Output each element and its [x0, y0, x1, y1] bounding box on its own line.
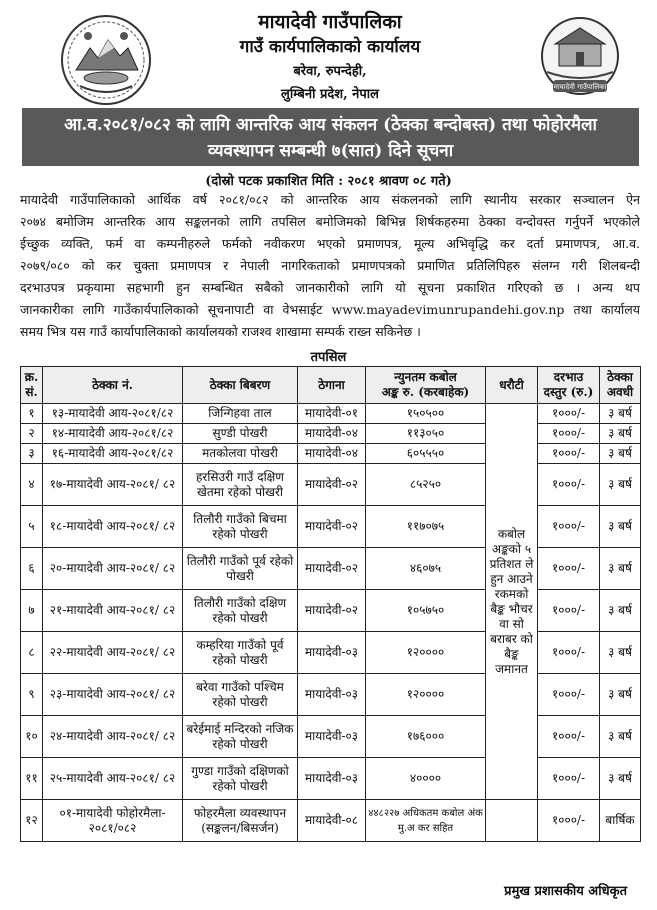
- col-header-description: ठेक्का बिबरण: [183, 367, 298, 404]
- row-min-bid: १२००००: [366, 674, 486, 716]
- notice-title-banner: [22, 108, 639, 166]
- address-line-1: बरेवा, रुपन्देही,: [293, 64, 367, 79]
- row-min-bid: १२००००: [366, 632, 486, 674]
- row-min-bid: ४६०७५: [366, 548, 486, 590]
- row-description: तिलौरी गाउँको पूर्व रहेको पोखरी: [183, 548, 298, 590]
- col-header-duration: [600, 367, 641, 404]
- row-duration: ३ बर्ष: [600, 424, 641, 444]
- row-sn: ८: [21, 632, 43, 674]
- body-text-line: दरभाउपत्र प्रकृयामा सहभागी हुन सम्बन्धित सबैको जानकारीको लागि यो सूचना प्रकाशित गरिएको छ । अन्य थप: [20, 280, 640, 295]
- row-fee: १०००/-: [538, 758, 600, 800]
- row-contract-no: १६-मायादेवी आय-२०८१/८२: [43, 444, 183, 464]
- row-sn: १०: [21, 716, 43, 758]
- logo-ribbon-text: मायादेवी गाउँपालिका: [553, 83, 607, 91]
- row-contract-no: १८-मायादेवी आय-२०८१/ ८२: [43, 506, 183, 548]
- row-description: गुण्डा गाउँको दक्षिणको रहेको पोखरी: [183, 758, 298, 800]
- row-description: जिन्गिहवा ताल: [183, 404, 298, 424]
- row-fee: १०००/-: [538, 590, 600, 632]
- row-description: सुण्डी पोखरी: [183, 424, 298, 444]
- table-row: [21, 464, 641, 506]
- row-duration: ३ बर्ष: [600, 674, 641, 716]
- row-duration: ३ बर्ष: [600, 632, 641, 674]
- row-contract-no: २२-मायादेवी आय-२०८१/ ८२: [43, 632, 183, 674]
- col-header-contract-no: ठेक्का नं.: [43, 367, 183, 404]
- office-name: गाउँ कार्यपालिकाको कार्यालय: [239, 37, 421, 57]
- row-contract-no: १४-मायादेवी आय-२०८१/८२: [43, 424, 183, 444]
- body-text-line: ईच्छुक व्यक्ति, फर्म वा कम्पनीहरुले फर्मको नवीकरण भएको प्रमाणपत्र, मूल्य अभिवृद्धि कर दर्ता प्रमाणपत्र, आ.व.: [20, 236, 640, 251]
- table-row: [21, 424, 641, 444]
- row-contract-no: ०१-मायादेवी फोहोरमैला- २०८१/०८२: [43, 800, 183, 842]
- form-fee-header-line-1: दरभाउ: [553, 370, 584, 384]
- row-location: मायादेवी-०३: [298, 674, 366, 716]
- signatory-title: प्रमुख प्रशासकीय अधिकृत: [504, 884, 627, 899]
- table-row: [21, 590, 641, 632]
- row-description: हरसिउरी गाउँ दक्षिण खेतमा रहेको पोखरी: [183, 464, 298, 506]
- table-row: [21, 548, 641, 590]
- table-row: [21, 716, 641, 758]
- row-min-bid: १७६०००: [366, 716, 486, 758]
- min-bid-header-line-1: न्युनतम कबोल: [394, 370, 457, 384]
- row-location: मायादेवी-०२: [298, 548, 366, 590]
- col-header-sn: क्र. सं.: [21, 367, 43, 404]
- row-contract-no: २१-मायादेवी आय-२०८१/ ८२: [43, 590, 183, 632]
- row-duration: ३ बर्ष: [600, 716, 641, 758]
- row-duration: ३ बर्ष: [600, 506, 641, 548]
- row-duration: ३ बर्ष: [600, 464, 641, 506]
- table-header-row: [21, 367, 641, 404]
- row-sn: २: [21, 424, 43, 444]
- row-duration: ३ बर्ष: [600, 548, 641, 590]
- row-description: तिलौरी गाउँको दक्षिण रहेको पोखरी: [183, 590, 298, 632]
- row-sn: ७: [21, 590, 43, 632]
- row-sn: ११: [21, 758, 43, 800]
- row-fee: १०००/-: [538, 444, 600, 464]
- row-duration: ३ बर्ष: [600, 758, 641, 800]
- table-row: [21, 404, 641, 424]
- row-sn: १: [21, 404, 43, 424]
- table-row: [21, 674, 641, 716]
- row-location: मायादेवी-०४: [298, 424, 366, 444]
- col-header-deposit: धरौटी: [486, 367, 538, 404]
- row-location: मायादेवी-०१: [298, 404, 366, 424]
- row-duration: बार्षिक: [600, 800, 641, 842]
- row-contract-no: १३-मायादेवी आय-२०८१/८२: [43, 404, 183, 424]
- body-text-line: समय भित्र यस गाउँ कार्यापालिकाको कार्यालयको राजश्व शाखामा सम्पर्क राख्न सकिनेछ ।: [20, 324, 421, 339]
- row-location: मायादेवी-०२: [298, 464, 366, 506]
- row-min-bid: ८५२५०: [366, 464, 486, 506]
- row-sn: ३: [21, 444, 43, 464]
- address-line-2: लुम्बिनी प्रदेश, नेपाल: [281, 87, 379, 102]
- row-contract-no: २५-मायादेवी आय-२०८१/ ८२: [43, 758, 183, 800]
- row-contract-no: १७-मायादेवी आय-२०८१/ ८२: [43, 464, 183, 506]
- row-fee: १०००/-: [538, 632, 600, 674]
- row-min-bid: १०५७५०: [366, 590, 486, 632]
- row-description: बरेवा गाउँको पश्चिम रहेको पोखरी: [183, 674, 298, 716]
- duration-header-line-1: ठेक्का: [607, 370, 633, 384]
- row-contract-no: २४-मायादेवी आय-२०८१/ ८२: [43, 716, 183, 758]
- row-sn: १२: [21, 800, 43, 842]
- row-min-bid: ४००००: [366, 758, 486, 800]
- row-sn: ४: [21, 464, 43, 506]
- table-row: [21, 632, 641, 674]
- row-fee: १०००/-: [538, 800, 600, 842]
- row-description: तिलौरी गाउँको बिचमा रहेको पोखरी: [183, 506, 298, 548]
- notice-title-line-2: व्यवस्थापन सम्बन्धी ७(सात) दिने सूचना: [207, 141, 454, 161]
- notice-title-line-1: आ.व.२०८१/०८२ को लागि आन्तरिक आय संकलन (ठेक्का बन्दोबस्त) तथा फोहोरमैला: [64, 115, 597, 135]
- row-location: मायादेवी-०२: [298, 590, 366, 632]
- body-text-line: मायादेवी गाउँपालिकाको आर्थिक वर्ष २०८१/०८२ को आन्तरिक आय संकलनको लागि स्थानीय सरकार सञ्चालन ऐन: [20, 192, 640, 207]
- row-min-bid: १५०५००: [366, 404, 486, 424]
- row-min-bid: ११७०७५: [366, 506, 486, 548]
- row-fee: १०००/-: [538, 674, 600, 716]
- table-row: [21, 758, 641, 800]
- row-duration: ३ बर्ष: [600, 444, 641, 464]
- row-contract-no: २३-मायादेवी आय-२०८१/ ८२: [43, 674, 183, 716]
- table-row: [21, 506, 641, 548]
- table-row: [21, 800, 641, 842]
- row-location: मायादेवी-०३: [298, 716, 366, 758]
- municipality-logo: [533, 14, 627, 104]
- row-description: फोहरमैला व्यवस्थापन (सङ्कलन/बिसर्जन): [183, 800, 298, 842]
- row-description: मतकोलवा पोखरी: [183, 444, 298, 464]
- row-fee: १०००/-: [538, 716, 600, 758]
- schedule-table: [20, 366, 641, 842]
- row-contract-no: २०-मायादेवी आय-२०८१/ ८२: [43, 548, 183, 590]
- row-description: बरेईमाई मन्दिरको नजिक रहेको पोखरी: [183, 716, 298, 758]
- row-location: मायादेवी-०२: [298, 506, 366, 548]
- table-row: [21, 444, 641, 464]
- col-header-location: ठेगाना: [298, 367, 366, 404]
- row-sn: ५: [21, 506, 43, 548]
- col-header-min-bid: [366, 367, 486, 404]
- row-location: मायादेवी-०३: [298, 632, 366, 674]
- row-duration: ३ बर्ष: [600, 404, 641, 424]
- publication-date: (दोस्रो पटक प्रकाशित मिति : २०८१ श्रावण ०८ गते): [205, 174, 452, 189]
- row-location: मायादेवी-०३: [298, 758, 366, 800]
- row-sn: ६: [21, 548, 43, 590]
- row-deposit-empty: [486, 800, 538, 842]
- row-min-bid: ११३०५०: [366, 424, 486, 444]
- municipality-name: मायादेवी गाउँपालिका: [258, 11, 402, 33]
- row-location: मायादेवी-०८: [298, 800, 366, 842]
- body-text-line: २०७४ बमोजिम आन्तरिक आय सङ्कलनको लागि तपसिल बमोजिमको बिभिन्न शिर्षकहरुमा ठेक्का वन्दोवस्त गर्नुपर्ने भएकोले: [20, 214, 640, 229]
- row-sn: ९: [21, 674, 43, 716]
- row-fee: १०००/-: [538, 464, 600, 506]
- row-fee: १०००/-: [538, 404, 600, 424]
- row-fee: १०००/-: [538, 506, 600, 548]
- row-description: कम्हरिया गाउँको पूर्व रहेको पोखरी: [183, 632, 298, 674]
- row-min-bid: ४४८२२७ अधिकतम कबोल अंक मु.अ कर सहित: [366, 800, 486, 842]
- row-duration: ३ बर्ष: [600, 590, 641, 632]
- nepal-emblem-logo: [58, 12, 154, 108]
- form-fee-header-line-2: दस्तुर (रु.): [543, 385, 594, 399]
- deposit-note: कबोल अङ्कको ५ प्रतिशत ले हुन आउने रकमको बैङ्क भौचर वा सो बराबर को बैङ्क जमानत: [486, 404, 538, 800]
- duration-header-line-2: अवधी: [606, 385, 634, 399]
- body-text-line: जानकारीका लागि गाउँकार्यपालिकाको सूचनापाटी वा वेभसाईट www.mayadevimunrupandehi.gov.np तथा कार्यालय: [20, 302, 640, 317]
- row-min-bid: ६०५५५०: [366, 444, 486, 464]
- min-bid-header-line-2: अङ्क रु. (करबाहेक): [381, 385, 470, 399]
- row-fee: १०००/-: [538, 548, 600, 590]
- col-header-form-fee: [538, 367, 600, 404]
- body-text-line: २०७९/०८० को कर चुक्ता प्रमाणपत्र र नेपाली नागरिकताको प्रमाणपत्रको प्रमाणित प्रतिलिपिहरु संलग्न गरी शिलबन्दी: [20, 258, 640, 273]
- row-location: मायादेवी-०४: [298, 444, 366, 464]
- schedule-title: तपसिल: [310, 350, 347, 365]
- row-fee: १०००/-: [538, 424, 600, 444]
